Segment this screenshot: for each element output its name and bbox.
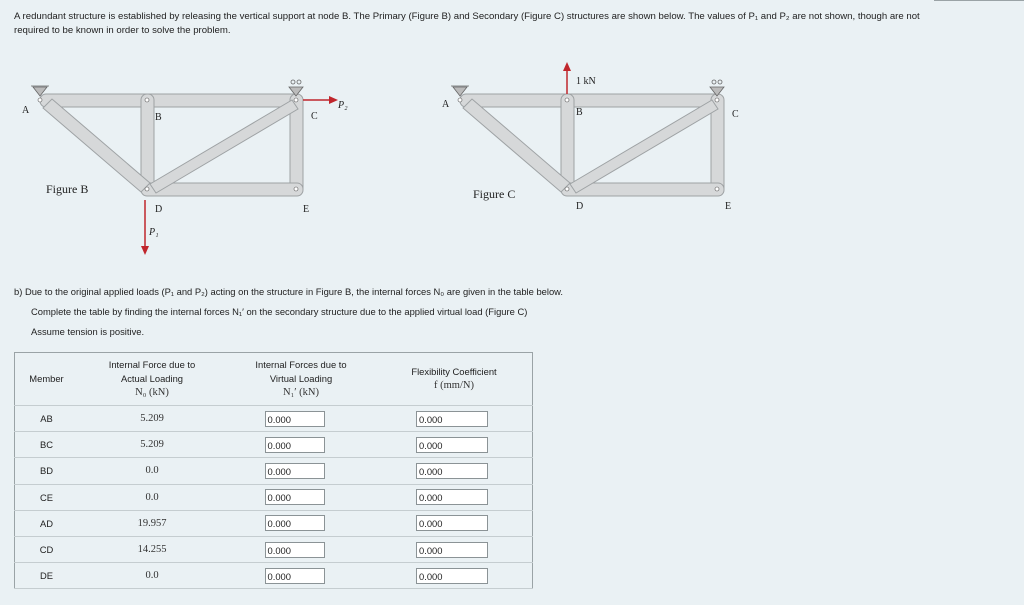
n1-input[interactable]: 0.000 [265,463,325,479]
table-row [15,458,533,484]
n0-cell: 5.209 [78,432,226,458]
header-n1-line3: N₁′ (kN) [283,387,319,398]
table-header-row [15,353,533,406]
member-cell: AD [15,510,79,536]
f-cell [376,484,533,510]
f-cell [376,458,533,484]
load-p1-label: P₁ [149,227,159,238]
header-n0-line3: N₀ (kN) [135,387,169,398]
member-cell: BC [15,432,79,458]
n0-cell: 0.0 [78,563,226,589]
member-cell: CD [15,536,79,562]
n1-input[interactable]: 0.000 [265,568,325,584]
header-n0 [78,353,226,406]
f-cell [376,510,533,536]
n1-cell [226,458,376,484]
node-label-a: A [22,105,30,116]
part-b-line-3: Assume tension is positive. [31,326,145,337]
flexibility-input[interactable]: 0.000 [416,437,488,453]
table-row [15,484,533,510]
n0-cell: 5.209 [78,406,226,432]
header-flexibility [376,353,533,406]
figure-b-caption: Figure B [46,182,89,196]
n1-cell [226,432,376,458]
node-label-d: D [155,204,163,215]
n1-input[interactable]: 0.000 [265,489,325,505]
figure-b-diagram [0,70,380,260]
n1-cell [226,536,376,562]
member-cell: DE [15,563,79,589]
member-cell: AB [15,406,79,432]
n0-cell: 14.255 [78,536,226,562]
intro-line-2: required to be known in order to solve the problem. [14,25,231,36]
node-label-c-c: C [732,109,739,120]
top-divider [934,0,1024,1]
f-cell [376,563,533,589]
n1-cell [226,406,376,432]
table-row [15,432,533,458]
n1-cell [226,510,376,536]
virtual-load-label: 1 kN [576,76,596,87]
forces-table [14,352,533,589]
member-cell: CE [15,484,79,510]
n1-cell [226,484,376,510]
part-b-instructions [14,282,563,342]
figure-c-diagram [430,60,760,230]
n0-cell: 0.0 [78,458,226,484]
n0-cell: 19.957 [78,510,226,536]
flexibility-input[interactable]: 0.000 [416,542,488,558]
header-member: Member [15,353,79,406]
table-row [15,536,533,562]
node-label-b-c: B [576,107,583,118]
flexibility-input[interactable]: 0.000 [416,463,488,479]
n1-cell [226,563,376,589]
flexibility-input[interactable]: 0.000 [416,489,488,505]
n1-input[interactable]: 0.000 [265,542,325,558]
figure-c-caption: Figure C [473,187,516,201]
load-p2-label: P₂ [338,100,348,111]
f-cell [376,536,533,562]
node-label-c: C [311,111,318,122]
header-f-line1: Flexibility Coefficient [411,366,497,377]
node-label-b: B [155,112,162,123]
header-f-line2: f (mm/N) [434,380,474,391]
node-label-d-c: D [576,201,584,212]
header-n1-line2: Virtual Loading [269,373,333,384]
problem-statement [14,10,1014,38]
intro-line-1: A redundant structure is established by releasing the vertical support at node B. The Primary (Figure B) and Secondary (Figure C) structures are shown below. The values of P₁ and P₂ are not shown, though are not [14,11,920,22]
header-n1 [226,353,376,406]
flexibility-input[interactable]: 0.000 [416,411,488,427]
n1-input[interactable]: 0.000 [265,515,325,531]
part-b-line-2: Complete the table by finding the internal forces N₁′ on the secondary structure due to the applied virtual load (Figure C) [31,306,528,317]
n0-cell: 0.0 [78,484,226,510]
flexibility-input[interactable]: 0.000 [416,515,488,531]
f-cell [376,432,533,458]
header-n0-line2: Actual Loading [120,373,184,384]
header-n1-line1: Internal Forces due to [255,359,347,370]
part-b-line-1: b) Due to the original applied loads (P₁ and P₂) acting on the structure in Figure B, the internal forces N₀ are given in the table below. [14,286,564,297]
table-row [15,406,533,432]
n1-input[interactable]: 0.000 [265,437,325,453]
node-label-e-c: E [725,201,732,212]
node-label-e: E [303,204,310,215]
node-label-a-c: A [442,99,450,110]
member-cell: BD [15,458,79,484]
n1-input[interactable]: 0.000 [265,411,325,427]
table-row [15,510,533,536]
flexibility-input[interactable]: 0.000 [416,568,488,584]
header-n0-line1: Internal Force due to [108,359,196,370]
f-cell [376,406,533,432]
table-row [15,563,533,589]
